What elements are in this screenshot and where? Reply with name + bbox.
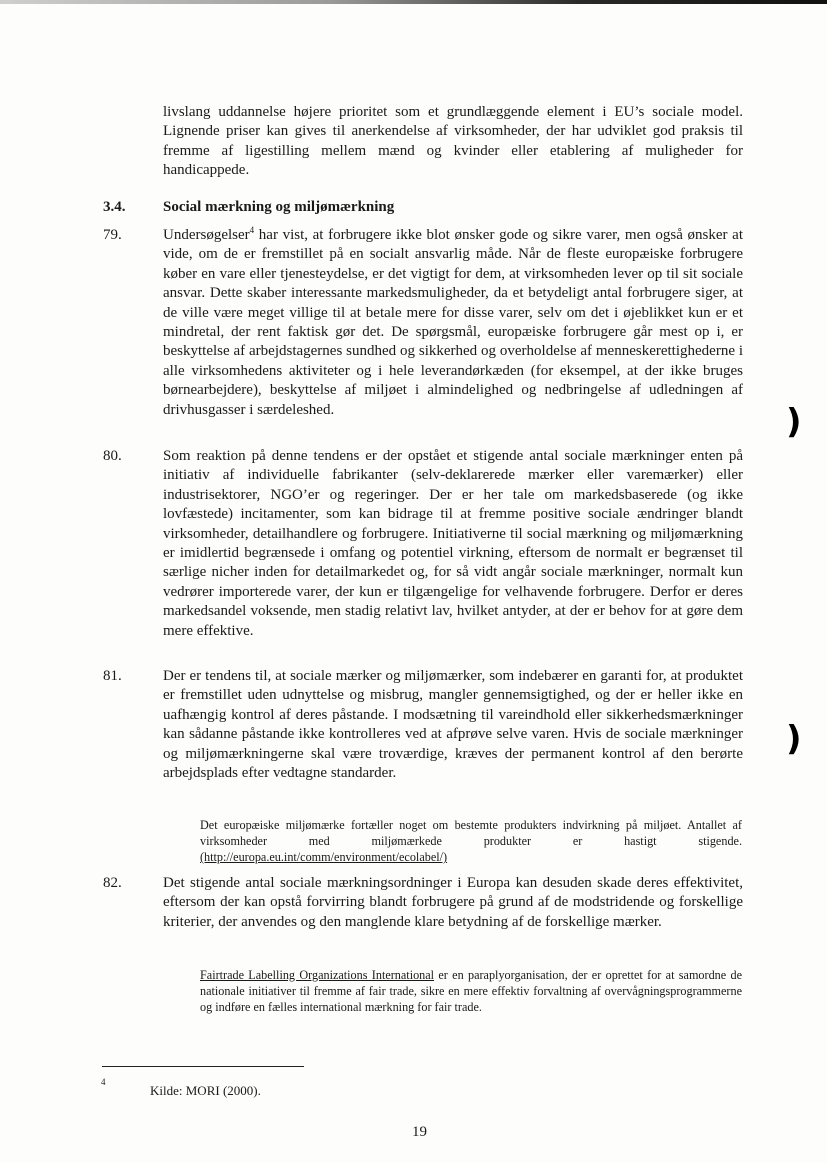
paragraph-number-79: 79. <box>103 227 122 243</box>
section-number: 3.4. <box>103 199 126 215</box>
fairtrade-link[interactable]: Fairtrade Labelling Organizations International <box>200 968 435 982</box>
footnote-number: 4 <box>101 1077 106 1087</box>
section-title: Social mærkning og miljømærkning <box>163 199 395 215</box>
paragraph-81: Der er tendens til, at sociale mærker og miljømærker, som indebærer en garanti for, at produktet er fremstillet uden udnyttelse og misbrug, mangler gennemsigtighed, og der er heller ikke en uafhængig kontrol af deres påstande. I modsætning til vareindhold eller sikkerhedsmærkninger kan sådanne påstande ikke kontrolleres ved at afprøve selve varen. Hvis de sociale mærkninger og miljømærkningerne skal være troværdige, kræves der permanent kontrol af den berørte arbejdsplads efter vedtagne standarder. <box>163 668 743 782</box>
footnote-divider <box>102 1066 304 1067</box>
ecolabel-link[interactable]: (http://europa.eu.int/comm/environment/ecolabel/) <box>200 850 448 864</box>
margin-binder-hole-mark: ) <box>786 402 802 442</box>
fairtrade-box-text: er en paraplyorganisation, der er oprettet for at samordne de nationale initiativer til fremme af fair trade, sikre en mere effektiv forvaltning af overvågningsprogrammerne og indføre en fælles international mærkning for fair trade. <box>200 968 742 1014</box>
ecolabel-box-text: Det europæiske miljømærke fortæller noget om bestemte produkters indvirkning på miljøet. Antallet af virksomheder med miljømærkede produkter er hastigt stigende. <box>200 818 742 848</box>
ecolabel-box <box>200 817 742 865</box>
page-number: 19 <box>412 1124 427 1140</box>
intro-paragraph: livslang uddannelse højere prioritet som et grundlæggende element i EU’s sociale model. Lignende priser kan gives til anerkendelse af virksomheder, der har udviklet god praksis til fremme af ligestilling mellem mænd og kvinder eller etablering af muligheder for handicappede. <box>163 104 743 179</box>
paragraph-number-80: 80. <box>103 448 122 464</box>
margin-binder-hole-mark: ) <box>786 719 802 759</box>
paragraph-number-81: 81. <box>103 668 122 684</box>
footnote-text: Kilde: MORI (2000). <box>150 1083 261 1098</box>
fairtrade-box <box>200 967 742 1015</box>
paragraph-79 <box>163 226 743 420</box>
paragraph-82: Det stigende antal sociale mærkningsordninger i Europa kan desuden skade deres effektivitet, eftersom der kan opstå forvirring blandt forbrugere på grund af de modstridende og forskellige kriterier, der anvendes og den manglende klare betydning af de forskellige mærker. <box>163 875 743 930</box>
paragraph-79-rest: har vist, at forbrugere ikke blot ønsker gode og sikre varer, men også ønsker at vide, om de er fremstillet på en socialt ansvarlig måde. Når de fleste europæiske forbrugere køber en vare eller tjenesteydelse, er det vigtigt for dem, at virksomheden lever op til sit sociale ansvar. Dette skaber interessante markedsmuligheder, da et betydeligt antal forbrugere siger, at de ville være meget villige til at betale mere for disse varer, selv om det i øjeblikket kun er et mindretal, der rent faktisk gør det. De spørgsmål, europæiske forbrugere går mest op i, er beskyttelse af arbejdstagernes sundhed og sikkerhed og overholdelse af menneskerettighederne i alle virksomhedens aktiviteter og i hele leverandørkæden (for eksempel, at der ikke bruges børnearbejdere), beskyttelse af miljøet i almindelighed og nedbringelse af udledningen af drivhusgasser i særdeleshed. <box>163 227 743 418</box>
paragraph-number-82: 82. <box>103 875 122 891</box>
paragraph-80: Som reaktion på denne tendens er der opstået et stigende antal sociale mærkninger enten på initiativ af individuelle fabrikanter (selv-deklarerede mærker eller varemærker) eller industrisektorer, NGO’er og regeringer. Der er her tale om markedsbaserede (og ikke lovfæstede) incitamenter, som kan bidrage til at fremme positive sociale ændringer blandt virksomheder, detailhandlere og forbrugere. Initiativerne til social mærkning og miljømærkning er imidlertid begrænsede i omfang og potentiel virkning, eftersom de normalt er begrænset til særlige nicher inden for detailmarkedet og, for så vidt angår sociale mærkninger, normalt kun vedrører importerede varer, der kun er tilgængelige for velhavende forbrugere. Derfor er deres markedsandel voksende, men stadig relativt lav, hvilket antyder, at der er behov for at gøre dem mere effektive. <box>163 448 743 639</box>
footnote-reference[interactable]: 4 <box>249 225 255 235</box>
paragraph-79-start: Undersøgelser <box>163 227 250 243</box>
